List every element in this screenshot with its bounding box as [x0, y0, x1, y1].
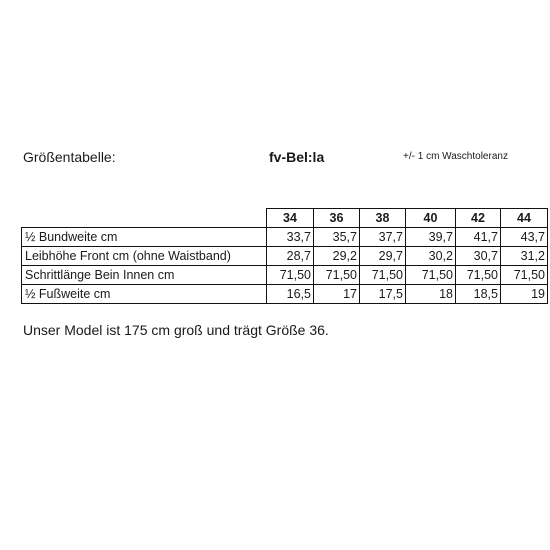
table-cell: 71,50: [501, 266, 548, 285]
model-size-note: Unser Model ist 175 cm groß und trägt Größe 36.: [23, 322, 329, 338]
table-row: [22, 247, 548, 266]
table-cell: 18,5: [456, 285, 501, 304]
table-cell: 17,5: [360, 285, 406, 304]
table-cell: 71,50: [314, 266, 360, 285]
table-cell: 30,7: [456, 247, 501, 266]
table-cell: 37,7: [360, 228, 406, 247]
size-header-38: 38: [360, 209, 406, 228]
table-row: [22, 285, 548, 304]
table-row: [22, 228, 548, 247]
row-label-fussweite: ½ Fußweite cm: [22, 285, 267, 304]
size-header-42: 42: [456, 209, 501, 228]
table-cell: 29,2: [314, 247, 360, 266]
header-corner: [22, 209, 267, 228]
size-chart-title: Größentabelle:: [23, 149, 116, 165]
table-cell: 18: [406, 285, 456, 304]
table-cell: 31,2: [501, 247, 548, 266]
table-cell: 28,7: [267, 247, 314, 266]
table-cell: 19: [501, 285, 548, 304]
table-cell: 71,50: [267, 266, 314, 285]
table-cell: 39,7: [406, 228, 456, 247]
size-header-36: 36: [314, 209, 360, 228]
table-cell: 41,7: [456, 228, 501, 247]
table-cell: 29,7: [360, 247, 406, 266]
size-header-34: 34: [267, 209, 314, 228]
row-label-schrittlaenge: Schrittlänge Bein Innen cm: [22, 266, 267, 285]
size-header-44: 44: [501, 209, 548, 228]
table-cell: 43,7: [501, 228, 548, 247]
size-header-40: 40: [406, 209, 456, 228]
table-cell: 33,7: [267, 228, 314, 247]
size-header-row: [22, 209, 548, 228]
table-cell: 71,50: [406, 266, 456, 285]
table-cell: 17: [314, 285, 360, 304]
model-name: fv-Bel:la: [269, 149, 325, 165]
row-label-leibhoehe: Leibhöhe Front cm (ohne Waistband): [22, 247, 267, 266]
table-cell: 30,2: [406, 247, 456, 266]
size-table: [21, 208, 548, 304]
row-label-bundweite: ½ Bundweite cm: [22, 228, 267, 247]
table-cell: 16,5: [267, 285, 314, 304]
wash-tolerance-note: +/- 1 cm Waschtoleranz: [403, 151, 508, 162]
table-cell: 71,50: [360, 266, 406, 285]
table-cell: 35,7: [314, 228, 360, 247]
table-cell: 71,50: [456, 266, 501, 285]
table-row: [22, 266, 548, 285]
